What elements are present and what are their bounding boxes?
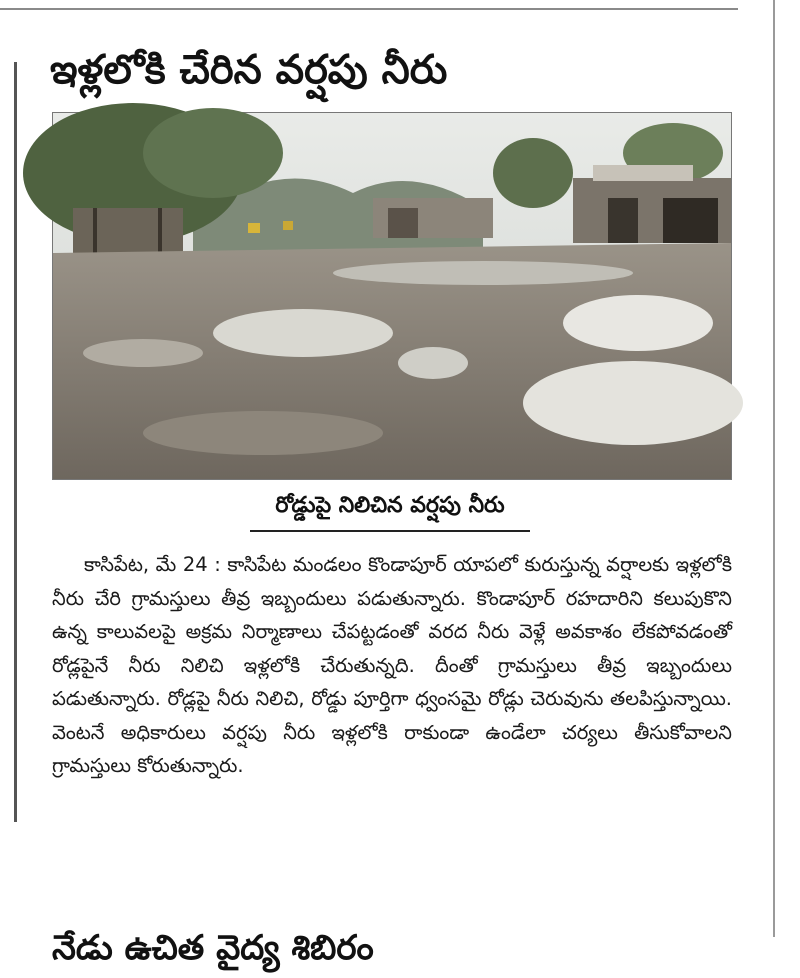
caption-underline [250,530,530,532]
photo-caption: రోడ్డుపై నిలిచిన వర్షపు నీరు [275,493,505,518]
article-photo [52,112,732,480]
article-headline: ఇళ్లలోకి చేరిన వర్షపు నీరు [50,47,448,93]
left-margin-bar [14,62,17,822]
flooded-road-image [53,113,731,479]
column-divider [773,0,775,937]
top-divider [0,8,738,10]
next-article-headline: నేడు ఉచిత వైద్య శిబిరం [52,928,374,968]
article-body [52,548,732,783]
article-paragraph: కాసిపేట, మే 24 : కాసిపేట మండలం కొండాపూర్ యాపలో కురుస్తున్న వర్షాలకు ఇళ్లలోకి నీరు చేరి గ్రామస్తులు తీవ్ర ఇబ్బందులు పడుతున్నారు. కొండాపూర్ రహదారిని కలుపుకొని ఉన్న కాలువలపై అక్రమ నిర్మాణాలు చేపట్టడంతో వరద నీరు వెళ్లే అవకాశం లేకపోవడంతో రోడ్లపైనే నీరు నిలిచి ఇళ్లలోకి చేరుతున్నది. దీంతో గ్రామస్తులు తీవ్ర ఇబ్బందులు పడుతున్నారు. రోడ్లపై నీరు నిలిచి, రోడ్డు పూర్తిగా ధ్వంసమై రోడ్లు చెరువును తలపిస్తున్నాయి. వెంటనే అధికారులు వర్షపు నీరు ఇళ్లలోకి రాకుండా ఉండేలా చర్యలు తీసుకోవాలని గ్రామస్తులు కోరుతున్నారు. [52,553,732,777]
